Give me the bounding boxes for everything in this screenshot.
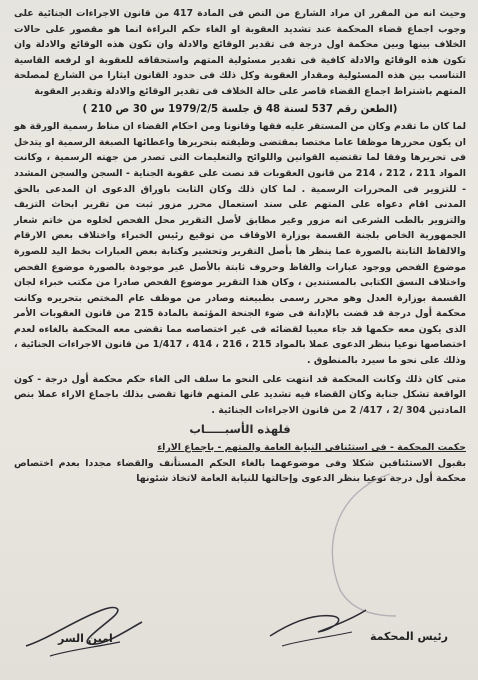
paragraph-reasoning: لما كان ما تقدم وكان من المستقر عليه فقها وقانونا ومن احكام القضاء ان مناط رسمية الورقة هو ان يكون محررها موظفا عاما مختصا بمقتضى وظيفته بتحريرها واعطائها الصبغة الرسمية او يتدخل فى تحريرها وفقا لما تقتضيه القوانين واللوائح والتعليمات التى تصدر من جهته الرسمية ، وكانت المواد 211 ، 212 ، 214 من قانون العقوبات قد نصت على عقوبة الجناية - السجن والسجن المشدد - للتزوير فى المحررات الرسمية . لما كان ذلك وكان الثابت باوراق الدعوى ان المدعى بالحق المدنى اقام دعواه على المتهم على سند استعمال محرر مزور ثبت من تقرير ابحاث التزيف والتزوير بالطب الشرعى انه مزور وغير مطابق لأصل التقرير محل الفحص لخلوه من خاتم شعار الجمهورية الخاص بلجنة القسمة بوزارة الاوقاف من توقيع رئيس الخبراء واختلاف بعض الارقام والالفاظ الثابتة بالصورة عما ينظر ها بأصل التقرير وتحشير وكتابة بعض العبارات بخط اليد للصورة موضوع الفحص ووجود عبارات والفاظ وحروف ثابتة بالأصل غير موجودة بالصورة موضوع الفحص واختلاف النسق الكتابى بالمستندين ، وكان هذا التقرير موضوع الفحص صادرا من مكتب خبراء لجان القسمة بوزارة العدل وهو محرر رسمى بطبيعته وصادر من موظف عام المختص بتحريره وكانت محكمة أول درجة قد قضت بالإدانة فى ضوء الجنحة المؤثمة بالمادة 215 من قانون العقوبات الأمر الذى يكون معه حكمها قد جاء معيبا لقضائه فى غير اختصاصه مما تقضى معه المحكمة بالغاءه لعدم اختصاصها نوعيا بنظر الدعوى عملا بالمواد 215 ، 216 ، 414 ، 1/417 من قانون الاجراءات الجنائية ، وذلك على نحو ما سيرد بالمنطوق . [14, 121, 467, 367]
paragraph-conclusion: متى كان ذلك وكانت المحكمة قد انتهت على النحو ما سلف الى الغاء حكم محكمة أول درجة - كون الواقعة تشكل جناية وكان القضاء فيه تشديد على المتهم فانها تقضى بذلك باجماع الاراء عملا بنص المادتين 304 /2 ، 417/ 2 من قانون الاجراءات الجنائية . [14, 373, 466, 416]
president-label: رئيس المحكمة [370, 630, 448, 643]
ruling-text: بقبول الاستئنافين شكلا وفى موضوعهما بالغاء الحكم المستأنف والقضاء مجددا بعدم اختصاص محكمة أول درجة نوعيا بنظر الدعوى وإحالتها للنيابة العامة لاتخاذ شئونها [14, 457, 466, 485]
case-reference: (الطعن رقم 537 لسنة 48 ق جلسة 1979/2/5 س 30 ص 210 ) [82, 103, 398, 115]
secretary-label: امين السر [58, 632, 113, 645]
signature-row [0, 618, 478, 648]
paragraph-statute: وحيث انه من المقرر ان مراد الشارع من النص فى المادة 417 من قانون الاجراءات الجنائية على وجوب اجماع قضاء المحكمة عند تشديد العقوبة او الغاء حكم البراءة انما هو مقصور على حالات الخلاف بينها وبين محكمة اول درجة فى تقدير الوقائع والادلة وان تكون هذه الوقائع والادلة وان تكون هذه الوقائع والادلة كافية فى تقدير مسئولية المتهم واستحقاقه للعقوبة او لرفعه القاسية التناسب بين هذه المسئولية ومقدار العقوبة وكل ذلك فى حدود القانون ايثارا من الشارع لمصلحة المتهم باشتراط اجماع القضاء قاصر على حالة الخلاف فى تقدير الوقائع والادلة وتقدير العقوبة [14, 8, 466, 97]
document-body [14, 6, 466, 487]
ruling-line: حكمت المحكمة - فى استئنافى النيابة العامة والمتهم - باجماع الاراء [157, 442, 466, 454]
reasons-heading: فلهذه الأسبـــــاب [189, 422, 291, 437]
